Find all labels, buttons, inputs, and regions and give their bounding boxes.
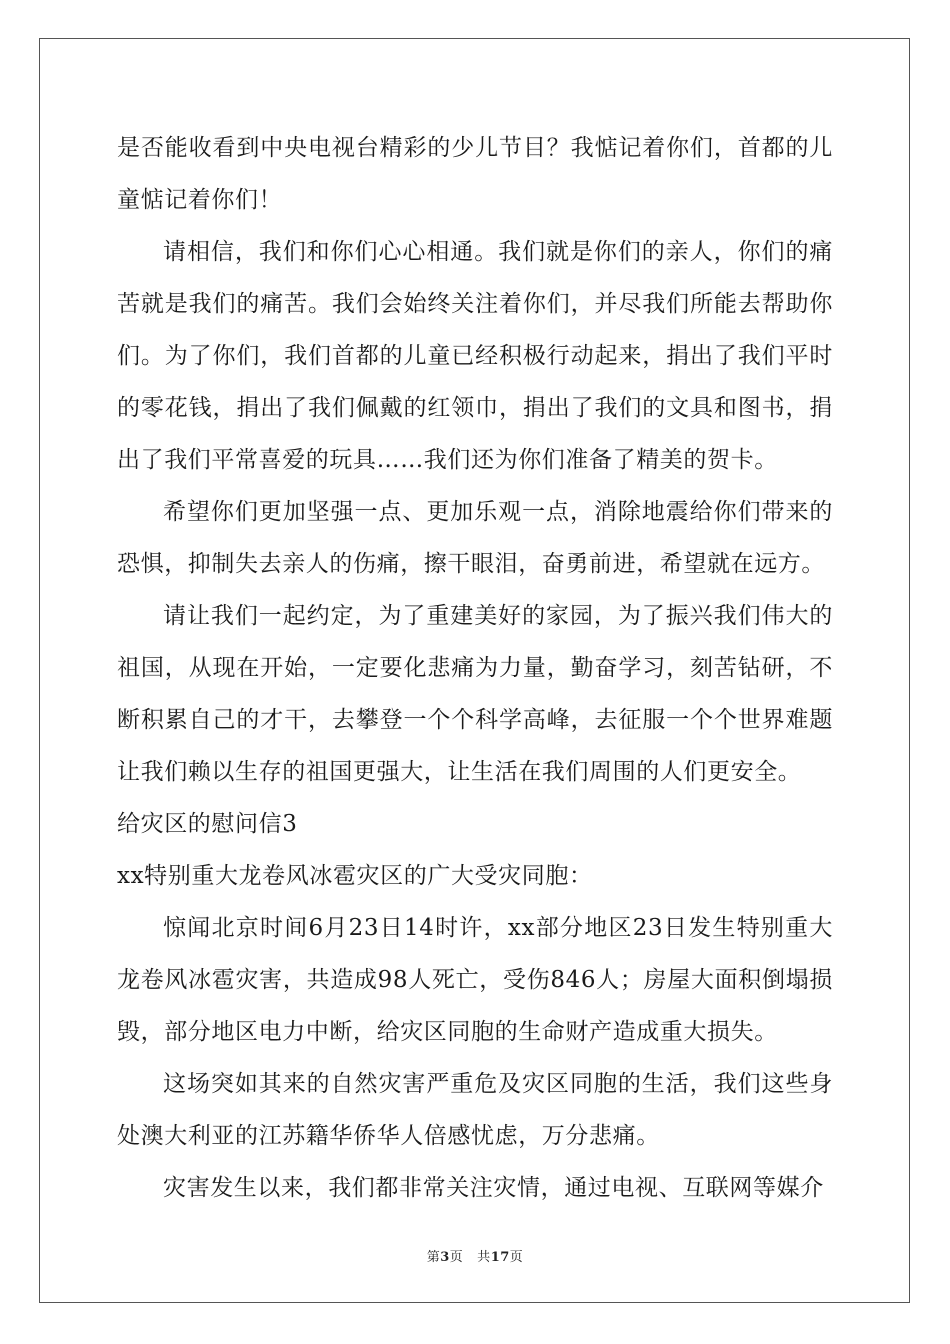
section-heading: 给灾区的慰问信3 bbox=[117, 811, 298, 837]
page-suffix: 页 bbox=[449, 1250, 464, 1265]
paragraph: 请让我们一起约定，为了重建美好的家园，为了振兴我们伟大的祖国，从现在开始，一定要化悲痛为力量，勤奋学习，刻苦钻研，不断积累自己的才干，去攀登一个个科学高峰，去征服一个个世界难题让我们赖以生存的祖国更强大，让生活在我们周围的人们更安全。 bbox=[117, 603, 833, 785]
page-total: 17 bbox=[490, 1250, 510, 1265]
paragraph: 惊闻北京时间6月23日14时许，xx部分地区23日发生特别重大龙卷风冰雹灾害，共造成98人死亡，受伤846人；房屋大面积倒塌损毁，部分地区电力中断，给灾区同胞的生命财产造成重大损失。 bbox=[117, 915, 833, 1045]
total-suffix: 页 bbox=[509, 1250, 524, 1265]
page-number: 3 bbox=[440, 1250, 450, 1265]
paragraph: 灾害发生以来，我们都非常关注灾情，通过电视、互联网等媒介 bbox=[163, 1175, 824, 1201]
paragraph: 请相信，我们和你们心心相通。我们就是你们的亲人，你们的痛苦就是我们的痛苦。我们会始终关注着你们，并尽我们所能去帮助你们。为了你们，我们首都的儿童已经积极行动起来，捐出了我们平时的零花钱，捐出了我们佩戴的红领巾，捐出了我们的文具和图书，捐出了我们平常喜爱的玩具……我们还为你们准备了精美的贺卡。 bbox=[117, 239, 833, 473]
page-footer bbox=[0, 1246, 950, 1265]
page-prefix: 第 bbox=[426, 1250, 441, 1265]
salutation: xx特别重大龙卷风冰雹灾区的广大受灾同胞： bbox=[117, 863, 593, 889]
document-body bbox=[117, 122, 833, 1214]
paragraph: 这场突如其来的自然灾害严重危及灾区同胞的生活，我们这些身处澳大利亚的江苏籍华侨华人倍感忧虑，万分悲痛。 bbox=[117, 1071, 833, 1149]
paragraph: 是否能收看到中央电视台精彩的少儿节目？我惦记着你们，首都的儿童惦记着你们！ bbox=[117, 135, 833, 213]
total-prefix: 共 bbox=[477, 1250, 491, 1265]
paragraph: 希望你们更加坚强一点、更加乐观一点，消除地震给你们带来的恐惧，抑制失去亲人的伤痛，擦干眼泪，奋勇前进，希望就在远方。 bbox=[117, 499, 833, 577]
